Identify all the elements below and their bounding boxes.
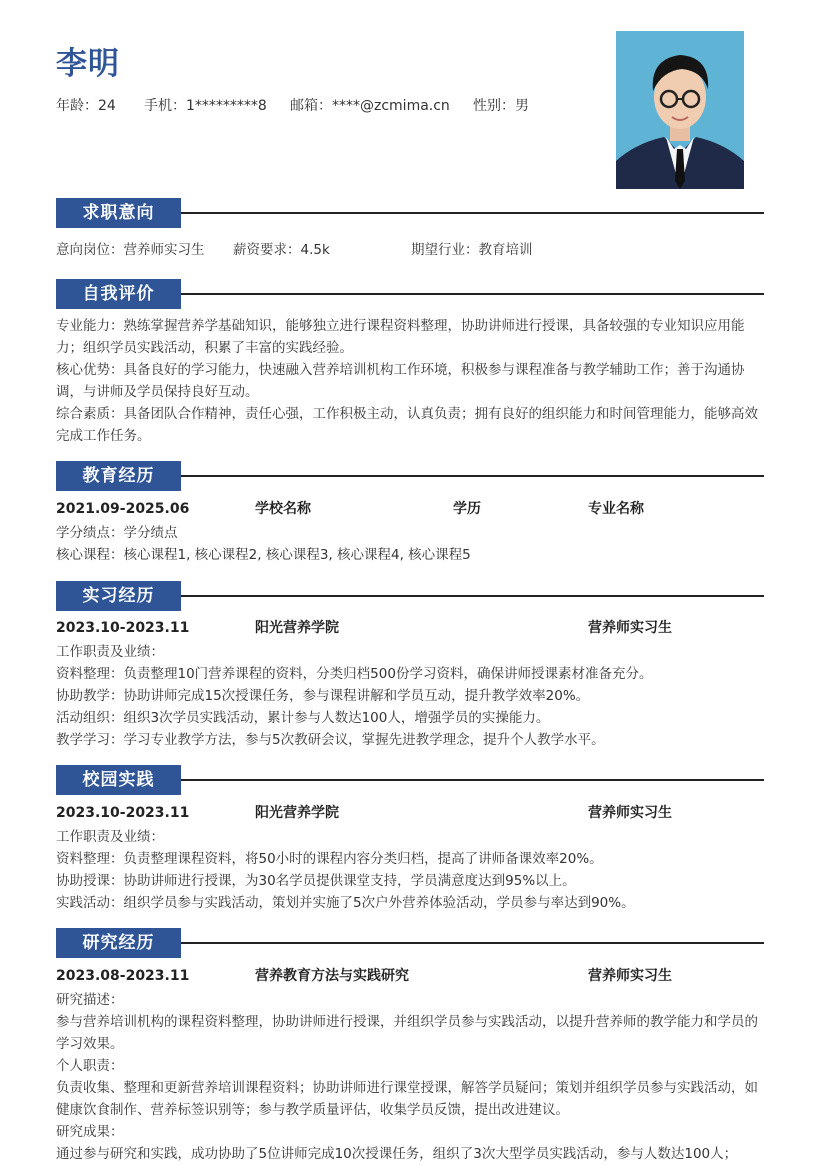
self-eval-paragraph: 综合素质：具备团队合作精神，责任心强，工作积极主动，认真负责；拥有良好的组织能力和时间管理能力，能够高效完成工作任务。: [56, 406, 758, 444]
section-intent: [56, 198, 764, 228]
internship-org: 阳光营养学院: [255, 620, 339, 636]
education-header: [56, 498, 764, 520]
campus-role: 营养师实习生: [588, 805, 672, 821]
campus-org: 阳光营养学院: [255, 805, 339, 821]
section-title: 自我评价: [56, 279, 181, 309]
section-title: 研究经历: [56, 928, 181, 958]
research-date: 2023.08-2023.11: [56, 968, 190, 984]
internship-details: [56, 641, 764, 751]
education-school: 学校名称: [255, 501, 311, 517]
internship-line: 工作职责及业绩：: [56, 644, 164, 660]
campus-line: 协助授课：协助讲师进行授课，为30名学员提供课堂支持，学员满意度达到95%以上。: [56, 873, 576, 889]
email-text: 邮箱：****@zcmima.cn: [290, 98, 450, 114]
campus-line: 资料整理：负责整理课程资料，将50小时的课程内容分类归档，提高了讲师备课效率20%。: [56, 851, 603, 867]
campus-details: [56, 826, 764, 914]
section-divider: [181, 475, 764, 477]
profile-photo: [616, 31, 744, 189]
research-title: 营养教育方法与实践研究: [255, 968, 409, 984]
education-details: [56, 522, 764, 566]
education-date: 2021.09-2025.06: [56, 501, 190, 517]
education-line: 核心课程：核心课程1, 核心课程2, 核心课程3, 核心课程4, 核心课程5: [56, 547, 471, 563]
education-degree: 学历: [453, 501, 481, 517]
self-evaluation-text: [56, 315, 764, 447]
research-line: 研究描述：: [56, 992, 124, 1008]
research-line: 通过参与研究和实践，成功协助了5位讲师完成10次授课任务，组织了3次大型学员实践活动，参与人数达100人；: [56, 1146, 738, 1162]
internship-line: 资料整理：负责整理10门营养课程的资料，分类归档500份学习资料，确保讲师授课素材准备充分。: [56, 666, 653, 682]
research-line: 研究成果：: [56, 1124, 124, 1140]
age-text: 年龄：24: [56, 98, 116, 114]
intent-position: 意向岗位：营养师实习生: [56, 242, 205, 258]
self-eval-paragraph: 专业能力：熟练掌握营养学基础知识，能够独立进行课程资料整理，协助讲师进行授课，具备较强的专业知识应用能力；组织学员实践活动，积累了丰富的实践经验。: [56, 318, 745, 356]
section-education: [56, 461, 764, 491]
section-title: 求职意向: [56, 198, 181, 228]
section-self-evaluation: [56, 279, 764, 309]
section-title: 实习经历: [56, 581, 181, 611]
research-line: 负责收集、整理和更新营养培训课程资料；协助讲师进行课堂授课，解答学员疑问；策划并组织学员参与实践活动，如健康饮食制作、营养标签识别等；参与教学质量评估，收集学员反馈，提出改进建议。: [56, 1080, 758, 1118]
campus-date: 2023.10-2023.11: [56, 805, 190, 821]
education-line: 学分绩点：学分绩点: [56, 525, 178, 541]
intent-industry: 期望行业：教育培训: [411, 242, 533, 258]
section-divider: [181, 293, 764, 295]
intent-salary: 薪资要求：4.5k: [233, 242, 330, 258]
phone-text: 手机：1*********8: [144, 98, 267, 114]
internship-line: 协助教学：协助讲师完成15次授课任务，参与课程讲解和学员互动，提升教学效率20%。: [56, 688, 590, 704]
section-research: [56, 928, 764, 958]
research-line: 个人职责：: [56, 1058, 124, 1074]
campus-header: [56, 802, 764, 824]
section-divider: [181, 779, 764, 781]
research-line: 参与营养培训机构的课程资料整理，协助讲师进行授课，并组织学员参与实践活动，以提升营养师的教学能力和学员的学习效果。: [56, 1014, 758, 1052]
candidate-name: 李明: [56, 46, 120, 82]
personal-info: [56, 95, 529, 115]
campus-line: 实践活动：组织学员参与实践活动，策划并实施了5次户外营养体验活动，学员参与率达到90%。: [56, 895, 635, 911]
internship-header: [56, 617, 764, 639]
research-details: [56, 989, 764, 1165]
research-header: [56, 965, 764, 987]
section-divider: [181, 595, 764, 597]
section-campus: [56, 765, 764, 795]
section-title: 校园实践: [56, 765, 181, 795]
section-divider: [181, 942, 764, 944]
intent-row: [56, 239, 764, 261]
section-internship: [56, 581, 764, 611]
research-role: 营养师实习生: [588, 968, 672, 984]
internship-role: 营养师实习生: [588, 620, 672, 636]
education-major: 专业名称: [588, 501, 644, 517]
section-title: 教育经历: [56, 461, 181, 491]
internship-date: 2023.10-2023.11: [56, 620, 190, 636]
campus-line: 工作职责及业绩：: [56, 829, 164, 845]
self-eval-paragraph: 核心优势：具备良好的学习能力，快速融入营养培训机构工作环境，积极参与课程准备与教学辅助工作；善于沟通协调，与讲师及学员保持良好互动。: [56, 362, 745, 400]
internship-line: 教学学习：学习专业教学方法，参与5次教研会议，掌握先进教学理念，提升个人教学水平。: [56, 732, 605, 748]
internship-line: 活动组织：组织3次学员实践活动，累计参与人数达100人，增强学员的实操能力。: [56, 710, 550, 726]
section-divider: [181, 212, 764, 214]
gender-text: 性别：男: [473, 98, 529, 114]
